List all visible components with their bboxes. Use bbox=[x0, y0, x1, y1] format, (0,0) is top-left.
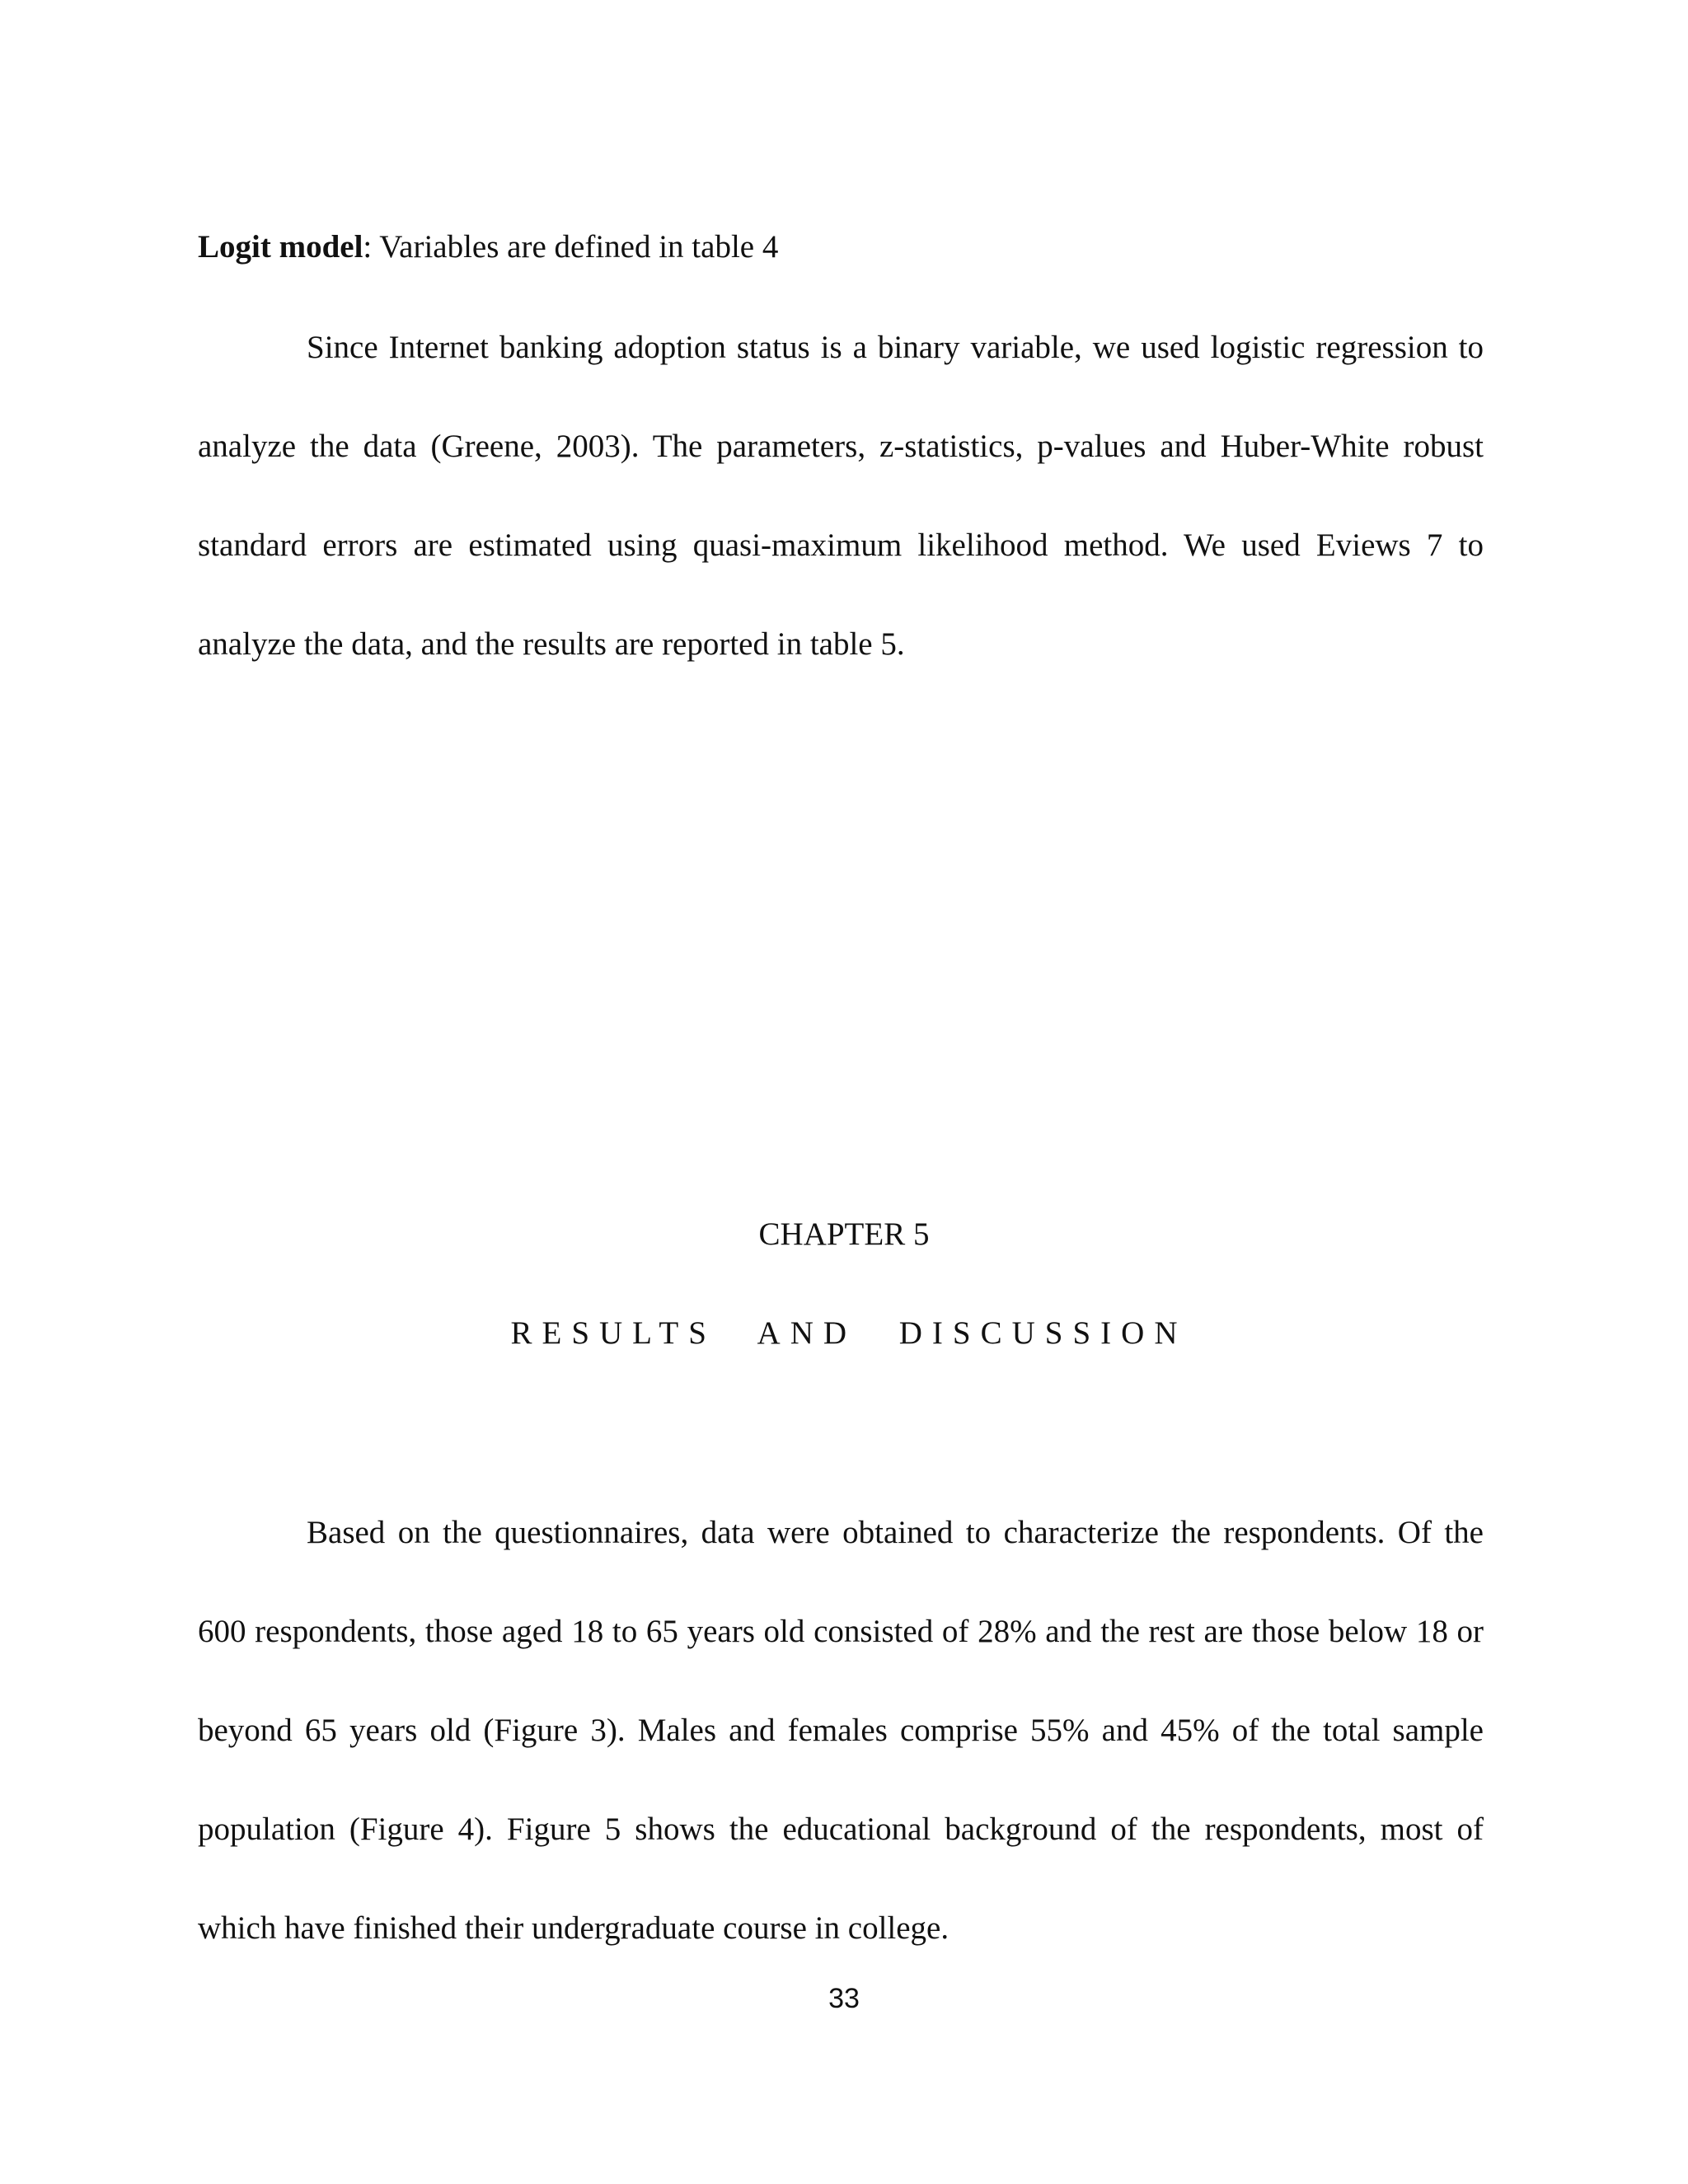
methodology-paragraph: Since Internet banking adoption status is a binary variable, we used logistic regression to analyze the data (Greene, 2003). The parameters, z-statistics, p-values and Huber-White robust standard errors are estimated using quasi-maximum likelihood method. We used Eviews 7 to analyze the data, and the results are reported in table 5. bbox=[198, 330, 1484, 662]
page-number: 33 bbox=[828, 1983, 860, 2014]
chapter-title: RESULTS AND DISCUSSION bbox=[510, 1315, 1188, 1351]
logit-model-heading bbox=[198, 223, 1484, 272]
logit-model-description: : Variables are defined in table 4 bbox=[363, 229, 779, 265]
results-paragraph: Based on the questionnaires, data were obtained to characterize the respondents. Of the 600 respondents, those aged 18 to 65 years old consisted of 28% and the rest are those below 18 or beyond 65 years old (Figure 3). Males and females comprise 55% and 45% of the total sample population (Figure 4). Figure 5 shows the educational background of the respondents, most of which have finished their undergraduate course in college. bbox=[198, 1515, 1484, 1946]
chapter-number: CHAPTER 5 bbox=[758, 1216, 930, 1252]
logit-model-label: Logit model bbox=[198, 229, 363, 265]
